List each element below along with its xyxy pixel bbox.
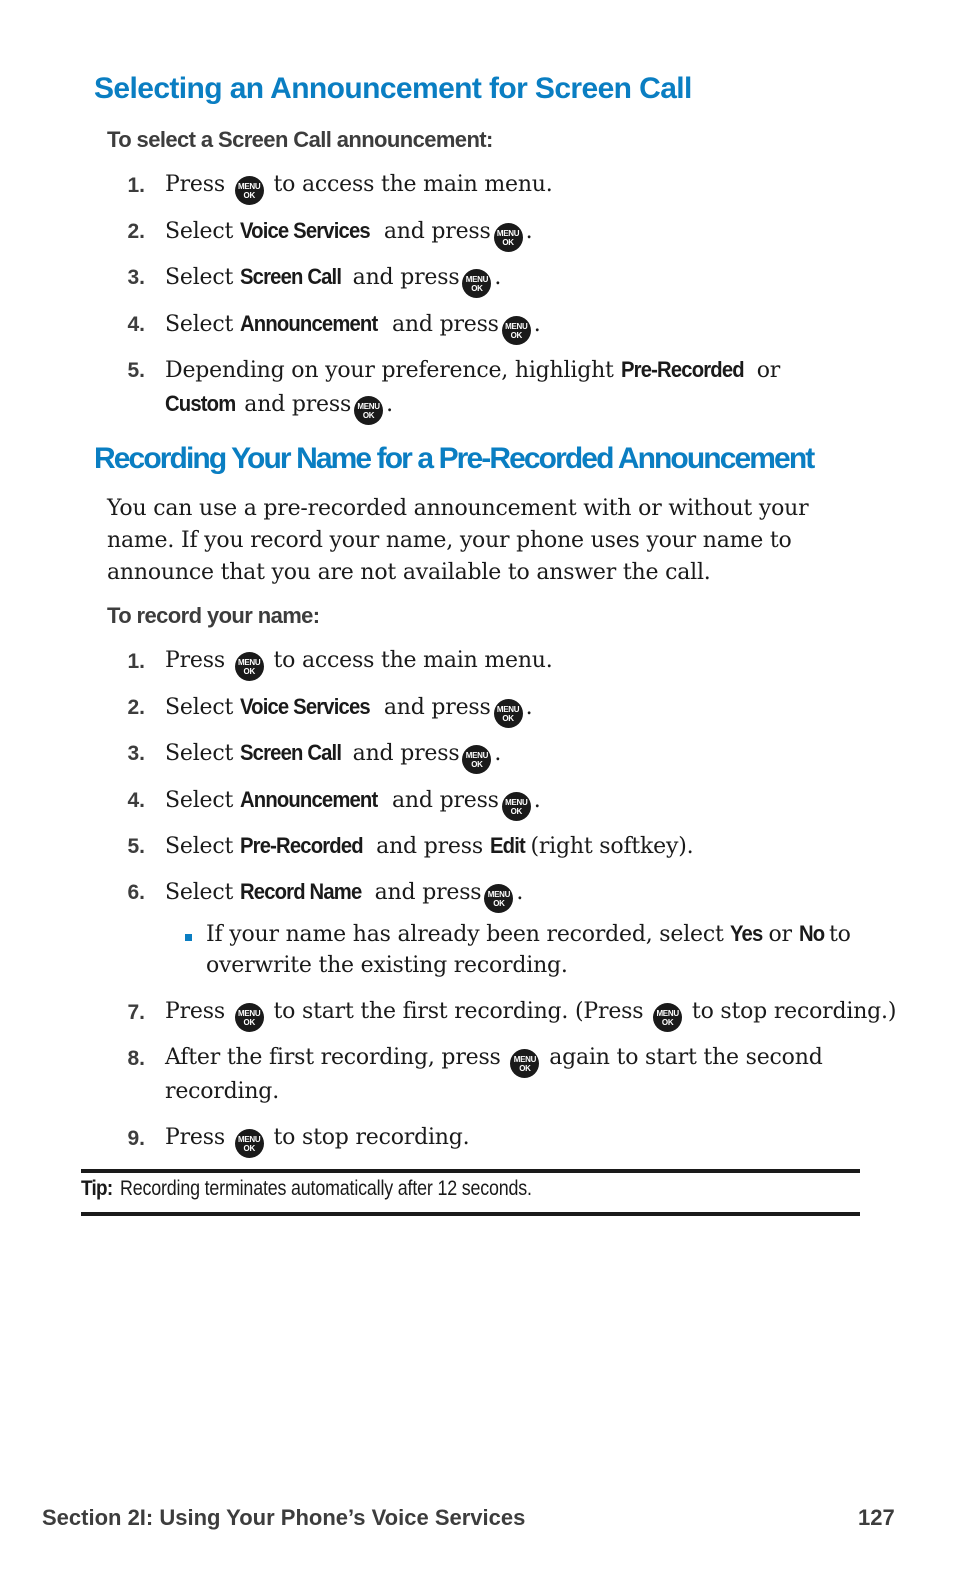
step-number: 5. — [127, 359, 145, 382]
step-text — [165, 833, 693, 859]
menu-option-name: Custom — [165, 391, 236, 416]
step-text-continued — [165, 391, 393, 425]
step-text — [165, 311, 541, 345]
menu-ok-key-icon: MENU OK — [354, 396, 383, 425]
step-text-part: . — [494, 741, 502, 766]
step-text — [165, 999, 896, 1032]
step-text-part: Select — [165, 695, 234, 720]
menu-ok-key-icon: MENU OK — [653, 1003, 682, 1032]
step-text-part: . — [533, 312, 541, 337]
menu-ok-key-icon: MENU OK — [494, 223, 523, 252]
step-number: 8. — [127, 1047, 145, 1070]
step-text-part: Press — [165, 1125, 225, 1150]
sub-bullet-text — [206, 921, 851, 947]
menu-option-name: Pre-Recorded — [239, 833, 363, 858]
step-text-part: . — [525, 219, 533, 244]
step-text-part: to access the main menu. — [273, 172, 553, 197]
step-text-part: Select — [165, 788, 234, 813]
step-number: 9. — [127, 1127, 145, 1150]
step-text-part: Depending on your preference, highlight — [165, 358, 614, 383]
footer-section-title: Section 2I: Using Your Phone’s Voice Services — [42, 1505, 526, 1530]
menu-ok-key-icon: MENU OK — [235, 176, 264, 205]
step-text-part: . — [516, 880, 524, 905]
menu-ok-key-icon: MENU OK — [462, 745, 491, 774]
step-text-part: and press — [383, 695, 491, 720]
step-text — [165, 172, 553, 205]
step-text-part: Select — [165, 880, 234, 905]
paragraph-line: name. If you record your name, your phone uses your name to — [107, 528, 792, 553]
menu-ok-key-icon: MENU OK — [235, 1129, 264, 1158]
step-text — [165, 218, 532, 252]
step-number: 7. — [127, 1001, 145, 1024]
step-text-part: Select — [165, 219, 234, 244]
step-text-part: and press — [392, 312, 499, 337]
step-number: 4. — [127, 313, 145, 336]
menu-ok-key-icon: MENU OK — [502, 792, 531, 821]
step-text-part: Press — [165, 648, 225, 673]
step-text-part: and press — [376, 834, 483, 859]
step-text-part: Select — [165, 741, 234, 766]
menu-ok-key-icon: MENU OK — [510, 1049, 539, 1078]
step-text — [165, 879, 523, 913]
page-number: 127 — [858, 1505, 895, 1530]
paragraph-line: announce that you are not available to answer the call. — [107, 560, 711, 585]
step-text — [165, 1125, 469, 1158]
step-number: 3. — [127, 742, 145, 765]
step-text — [165, 740, 501, 774]
step-text-part: . — [386, 392, 393, 417]
softkey-name: Edit — [489, 833, 525, 858]
step-text — [165, 787, 541, 821]
step-number: 6. — [127, 881, 145, 904]
step-text — [165, 694, 532, 728]
bullet-text-part: to — [828, 922, 851, 947]
step-text-part: Select — [165, 834, 234, 859]
menu-option-name: Voice Services — [239, 218, 370, 243]
menu-ok-key-icon: MENU OK — [235, 1003, 264, 1032]
step-text-part: (right softkey). — [530, 834, 694, 859]
menu-option-name: Announcement — [239, 311, 378, 336]
step-text-part: and press — [392, 788, 499, 813]
menu-option-name: Announcement — [239, 787, 378, 812]
tip-text: Recording terminates automatically after 12 seconds. — [119, 1177, 532, 1200]
section-heading-record-name: Recording Your Name for a Pre-Recorded Announcement — [94, 442, 814, 475]
step-text-continued: recording. — [165, 1079, 279, 1104]
menu-ok-key-icon: MENU OK — [494, 699, 523, 728]
option-yes: Yes — [730, 921, 763, 946]
menu-ok-key-icon: MENU OK — [484, 884, 513, 913]
step-text-part: . — [494, 265, 502, 290]
sub-bullet-text-continued: overwrite the existing recording. — [206, 953, 568, 978]
step-number: 1. — [127, 174, 145, 197]
menu-option-name: Voice Services — [239, 694, 370, 719]
step-text-part: to start the first recording. (Press — [273, 999, 644, 1024]
menu-ok-key-icon: MENU OK — [235, 652, 264, 681]
step-text-part: and press — [352, 265, 460, 290]
step-number: 2. — [127, 696, 145, 719]
menu-option-name: Screen Call — [239, 740, 342, 765]
step-text-part: to stop recording.) — [691, 999, 897, 1024]
step-text-part: and press — [244, 392, 352, 417]
step-number: 4. — [127, 789, 145, 812]
menu-ok-key-icon: MENU OK — [462, 269, 491, 298]
tip-top-rule — [81, 1169, 860, 1173]
section-heading-select-announcement: Selecting an Announcement for Screen Call — [94, 72, 692, 105]
step-text — [165, 648, 553, 681]
step-text — [165, 1045, 823, 1078]
option-no: No — [798, 921, 824, 946]
instruction-label: To record your name: — [107, 603, 320, 628]
tip-label: Tip: — [81, 1177, 113, 1200]
instruction-label: To select a Screen Call announcement: — [107, 127, 493, 152]
step-text-part: to stop recording. — [273, 1125, 470, 1150]
tip-bottom-rule — [81, 1212, 860, 1216]
bullet-marker — [185, 934, 192, 941]
step-text — [165, 264, 501, 298]
step-text-part: Press — [165, 172, 225, 197]
step-text-part: After the first recording, press — [165, 1045, 501, 1070]
bullet-text-part: or — [768, 922, 792, 947]
step-number: 3. — [127, 266, 145, 289]
step-text — [165, 357, 780, 383]
step-text-part: . — [525, 695, 533, 720]
step-text-part: and press — [374, 880, 482, 905]
menu-ok-key-icon: MENU OK — [502, 316, 531, 345]
section-paragraph — [107, 493, 837, 589]
step-text-part: and press — [352, 741, 460, 766]
menu-option-name: Screen Call — [239, 264, 342, 289]
step-number: 5. — [127, 835, 145, 858]
menu-option-name: Record Name — [239, 879, 362, 904]
step-text-part: or — [756, 358, 781, 383]
menu-option-name: Pre-Recorded — [620, 357, 744, 382]
paragraph-line: You can use a pre-recorded announcement with or without your — [107, 496, 809, 521]
step-text-part: and press — [383, 219, 491, 244]
step-text-part: Select — [165, 265, 234, 290]
bullet-text-part: If your name has already been recorded, select — [206, 922, 724, 947]
tip-note — [81, 1177, 604, 1201]
step-text-part: Select — [165, 312, 234, 337]
step-text-part: Press — [165, 999, 225, 1024]
step-number: 1. — [127, 650, 145, 673]
step-text-part: again to start the second — [549, 1045, 823, 1070]
step-number: 2. — [127, 220, 145, 243]
step-text-part: to access the main menu. — [273, 648, 553, 673]
step-text-part: . — [533, 788, 541, 813]
